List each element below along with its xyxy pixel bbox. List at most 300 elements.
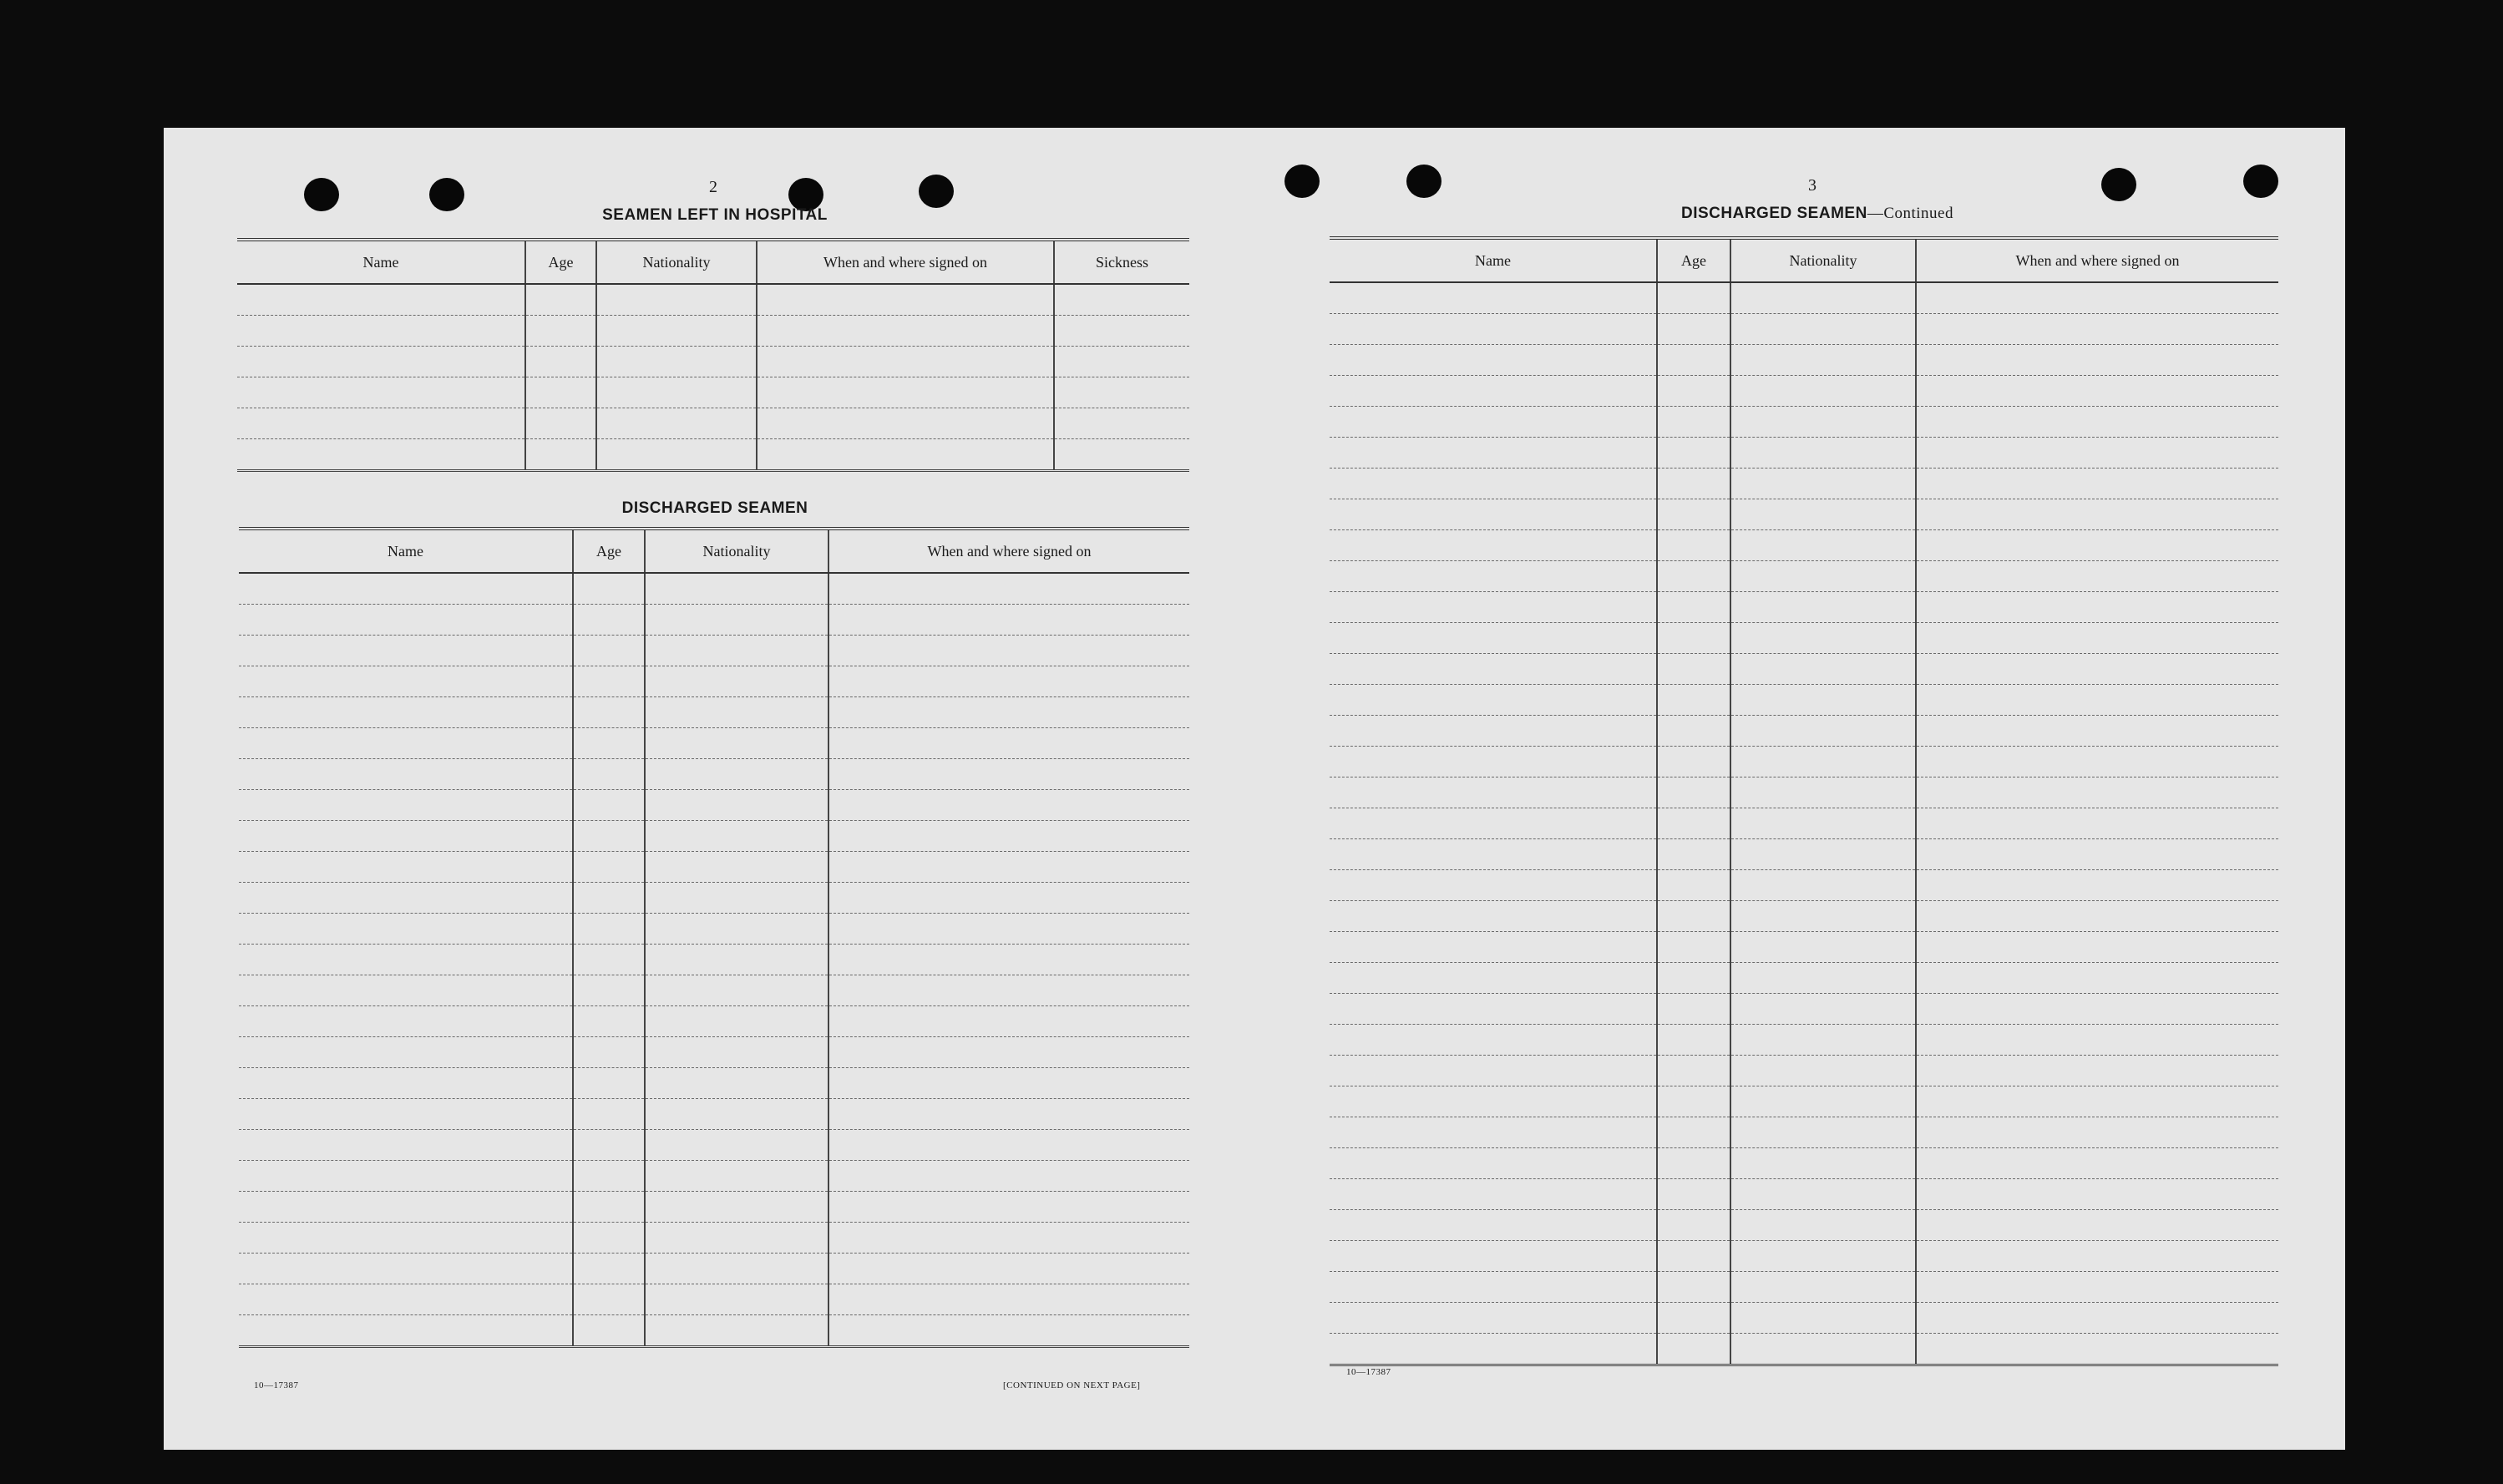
table-cell	[1916, 468, 2278, 499]
table-cell	[573, 728, 645, 759]
table-cell	[1730, 499, 1916, 530]
table-cell	[239, 852, 573, 883]
table-cell	[1730, 407, 1916, 438]
table-cell	[1657, 345, 1730, 376]
table-cell	[573, 1284, 645, 1315]
table-cell	[573, 666, 645, 697]
table-row	[1330, 376, 2278, 407]
table-row	[1330, 499, 2278, 530]
table-row	[1330, 1148, 2278, 1179]
table-cell	[757, 408, 1054, 439]
table-cell	[239, 1161, 573, 1192]
table-cell	[1730, 1303, 1916, 1334]
discharged-section-title: DISCHARGED SEAMEN	[621, 499, 808, 517]
column-header-name: Name	[1330, 238, 1657, 282]
table-cell	[645, 883, 828, 914]
table-cell	[1330, 561, 1657, 592]
table-cell	[596, 377, 757, 408]
table-cell	[828, 666, 1189, 697]
table-cell	[1916, 282, 2278, 314]
continued-suffix: —Continued	[1867, 205, 1953, 222]
table-row	[237, 347, 1189, 377]
column-header-sickness: Sickness	[1054, 240, 1189, 284]
table-cell	[1730, 777, 1916, 808]
table-cell	[1730, 314, 1916, 345]
table-cell	[1916, 716, 2278, 747]
table-cell	[1330, 376, 1657, 407]
table-row	[237, 439, 1189, 471]
table-cell	[573, 883, 645, 914]
table-row	[239, 1006, 1189, 1037]
table-cell	[1916, 438, 2278, 468]
table-row	[237, 316, 1189, 347]
table-row	[1330, 716, 2278, 747]
table-cell	[1054, 377, 1189, 408]
table-cell	[239, 636, 573, 666]
table-cell	[645, 697, 828, 728]
table-row	[1330, 1179, 2278, 1210]
table-cell	[239, 1223, 573, 1254]
punch-hole	[429, 178, 464, 211]
table-row	[239, 1161, 1189, 1192]
table-cell	[828, 1254, 1189, 1284]
table-cell	[828, 1068, 1189, 1099]
table-cell	[828, 1192, 1189, 1223]
table-cell	[1330, 438, 1657, 468]
hospital-section-title: SEAMEN LEFT IN HOSPITAL	[602, 206, 828, 224]
table-row	[1330, 282, 2278, 314]
table-cell	[828, 1006, 1189, 1037]
table-cell	[1730, 345, 1916, 376]
table-cell	[239, 1254, 573, 1284]
table-row	[1330, 1117, 2278, 1148]
punch-hole	[2101, 168, 2136, 201]
table-cell	[1730, 654, 1916, 685]
table-cell	[1916, 1025, 2278, 1056]
table-row	[1330, 1025, 2278, 1056]
table-cell	[1730, 468, 1916, 499]
table-cell	[1730, 747, 1916, 777]
table-cell	[1657, 1272, 1730, 1303]
table-cell	[525, 284, 596, 316]
table-cell	[596, 284, 757, 316]
table-cell	[1657, 654, 1730, 685]
table-cell	[757, 439, 1054, 471]
table-row	[1330, 901, 2278, 932]
table-cell	[1054, 284, 1189, 316]
table-cell	[1730, 870, 1916, 901]
table-cell	[1330, 1056, 1657, 1086]
table-row	[239, 636, 1189, 666]
table-row	[1330, 808, 2278, 839]
discharged-continued-table	[1330, 236, 2278, 1366]
table-cell	[1730, 438, 1916, 468]
table-cell	[1916, 1148, 2278, 1179]
table-cell	[645, 605, 828, 636]
table-cell	[573, 1037, 645, 1068]
table-cell	[1916, 1303, 2278, 1334]
table-cell	[1916, 1086, 2278, 1117]
table-cell	[1330, 808, 1657, 839]
table-cell	[237, 408, 525, 439]
table-cell	[828, 1161, 1189, 1192]
table-cell	[237, 377, 525, 408]
form-number: 10—17387	[1346, 1367, 1391, 1377]
discharged-title-text: DISCHARGED SEAMEN	[1681, 205, 1867, 222]
table-cell	[645, 821, 828, 852]
table-cell	[1330, 901, 1657, 932]
discharged-continued-table-header	[1330, 238, 2278, 282]
table-cell	[1657, 685, 1730, 716]
table-cell	[645, 1192, 828, 1223]
table-cell	[1657, 747, 1730, 777]
table-cell	[1657, 901, 1730, 932]
table-cell	[1330, 654, 1657, 685]
table-cell	[1730, 994, 1916, 1025]
discharged-table-header	[239, 529, 1189, 573]
table-cell	[1657, 407, 1730, 438]
table-cell	[239, 1068, 573, 1099]
table-cell	[1730, 1086, 1916, 1117]
table-row	[239, 1223, 1189, 1254]
table-cell	[645, 945, 828, 975]
hospital-table	[237, 238, 1189, 472]
table-row	[239, 821, 1189, 852]
table-cell	[573, 1161, 645, 1192]
table-cell	[1730, 808, 1916, 839]
table-cell	[573, 1099, 645, 1130]
table-cell	[596, 408, 757, 439]
hospital-table-header	[237, 240, 1189, 284]
table-cell	[1916, 932, 2278, 963]
table-row	[239, 945, 1189, 975]
table-cell	[239, 914, 573, 945]
table-cell	[1916, 963, 2278, 994]
column-header-nationality: Nationality	[1730, 238, 1916, 282]
table-row	[1330, 994, 2278, 1025]
table-row	[1330, 1056, 2278, 1086]
punch-hole	[1284, 165, 1320, 198]
table-cell	[525, 439, 596, 471]
table-row	[239, 883, 1189, 914]
table-cell	[525, 316, 596, 347]
table-cell	[1657, 777, 1730, 808]
table-cell	[828, 605, 1189, 636]
table-cell	[645, 790, 828, 821]
table-cell	[1916, 1210, 2278, 1241]
table-row	[1330, 1303, 2278, 1334]
table-cell	[1330, 1148, 1657, 1179]
table-cell	[1657, 438, 1730, 468]
table-cell	[1916, 1179, 2278, 1210]
right-page	[1249, 128, 2345, 1450]
table-cell	[645, 636, 828, 666]
table-cell	[1657, 1117, 1730, 1148]
table-cell	[1916, 314, 2278, 345]
table-cell	[1330, 870, 1657, 901]
table-cell	[828, 1130, 1189, 1161]
table-cell	[1330, 1086, 1657, 1117]
table-cell	[1916, 499, 2278, 530]
table-row	[1330, 407, 2278, 438]
table-cell	[239, 605, 573, 636]
table-cell	[828, 790, 1189, 821]
table-cell	[1330, 1303, 1657, 1334]
table-row	[239, 1284, 1189, 1315]
table-cell	[828, 1099, 1189, 1130]
column-header-age: Age	[1657, 238, 1730, 282]
table-cell	[239, 728, 573, 759]
table-cell	[237, 439, 525, 471]
table-cell	[1657, 839, 1730, 870]
table-row	[239, 790, 1189, 821]
table-cell	[1657, 592, 1730, 623]
punch-hole	[1406, 165, 1442, 198]
table-cell	[1330, 1241, 1657, 1272]
table-row	[1330, 870, 2278, 901]
table-row	[1330, 1241, 2278, 1272]
table-cell	[573, 697, 645, 728]
discharged-table	[239, 527, 1189, 1348]
table-cell	[1916, 345, 2278, 376]
table-cell	[1916, 1117, 2278, 1148]
table-cell	[1916, 901, 2278, 932]
table-cell	[1330, 1025, 1657, 1056]
table-cell	[1054, 408, 1189, 439]
table-row	[1330, 685, 2278, 716]
column-header-age: Age	[573, 529, 645, 573]
table-cell	[573, 975, 645, 1006]
table-cell	[1657, 1179, 1730, 1210]
table-cell	[525, 347, 596, 377]
discharged-continued-table-body	[1330, 282, 2278, 1365]
table-cell	[1916, 1334, 2278, 1365]
column-header-nationality: Nationality	[645, 529, 828, 573]
table-cell	[645, 1315, 828, 1347]
table-row	[239, 1068, 1189, 1099]
table-row	[239, 1130, 1189, 1161]
table-cell	[1916, 592, 2278, 623]
table-cell	[239, 883, 573, 914]
column-header-name: Name	[239, 529, 573, 573]
column-header-signed-on: When and where signed on	[828, 529, 1189, 573]
table-cell	[573, 1315, 645, 1347]
page-number: 3	[1808, 176, 1816, 195]
table-cell	[573, 945, 645, 975]
table-cell	[525, 408, 596, 439]
table-cell	[645, 573, 828, 605]
table-cell	[239, 975, 573, 1006]
table-cell	[1916, 376, 2278, 407]
table-cell	[1730, 530, 1916, 561]
table-cell	[1657, 1334, 1730, 1365]
hospital-table-body	[237, 284, 1189, 471]
table-cell	[1916, 839, 2278, 870]
table-cell	[596, 316, 757, 347]
table-cell	[1330, 685, 1657, 716]
table-cell	[1657, 282, 1730, 314]
table-cell	[237, 284, 525, 316]
table-cell	[573, 1192, 645, 1223]
table-cell	[1657, 1086, 1730, 1117]
table-cell	[239, 1284, 573, 1315]
table-cell	[573, 605, 645, 636]
table-cell	[1330, 314, 1657, 345]
table-cell	[1054, 347, 1189, 377]
table-cell	[828, 573, 1189, 605]
table-cell	[1330, 932, 1657, 963]
form-number: 10—17387	[254, 1380, 299, 1390]
table-cell	[239, 1006, 573, 1037]
table-cell	[239, 1037, 573, 1068]
table-row	[1330, 1272, 2278, 1303]
continued-note: [CONTINUED ON NEXT PAGE]	[1003, 1380, 1141, 1390]
table-cell	[757, 316, 1054, 347]
table-cell	[1330, 407, 1657, 438]
table-cell	[1330, 839, 1657, 870]
table-cell	[828, 636, 1189, 666]
table-cell	[1330, 468, 1657, 499]
table-cell	[645, 1284, 828, 1315]
table-cell	[1916, 777, 2278, 808]
table-row	[237, 377, 1189, 408]
table-row	[1330, 1210, 2278, 1241]
table-cell	[645, 1037, 828, 1068]
table-cell	[1657, 808, 1730, 839]
table-cell	[1916, 808, 2278, 839]
discharged-table-body	[239, 573, 1189, 1347]
table-cell	[1330, 994, 1657, 1025]
table-cell	[1916, 407, 2278, 438]
table-cell	[645, 1099, 828, 1130]
column-header-age: Age	[525, 240, 596, 284]
table-cell	[1657, 1148, 1730, 1179]
table-cell	[1916, 994, 2278, 1025]
table-cell	[1330, 499, 1657, 530]
table-cell	[1916, 561, 2278, 592]
table-cell	[828, 945, 1189, 975]
table-cell	[1730, 685, 1916, 716]
table-cell	[239, 666, 573, 697]
table-row	[1330, 932, 2278, 963]
table-cell	[573, 790, 645, 821]
table-cell	[1730, 1056, 1916, 1086]
table-row	[239, 852, 1189, 883]
table-cell	[573, 1223, 645, 1254]
table-cell	[573, 636, 645, 666]
table-cell	[1330, 1179, 1657, 1210]
table-cell	[1730, 839, 1916, 870]
table-cell	[1730, 623, 1916, 654]
table-cell	[1730, 1241, 1916, 1272]
column-header-signed-on: When and where signed on	[1916, 238, 2278, 282]
table-cell	[828, 821, 1189, 852]
table-cell	[1916, 654, 2278, 685]
table-cell	[645, 1161, 828, 1192]
table-cell	[1330, 1210, 1657, 1241]
column-header-name: Name	[237, 240, 525, 284]
table-row	[239, 573, 1189, 605]
table-cell	[1054, 316, 1189, 347]
table-cell	[1657, 1056, 1730, 1086]
table-cell	[1657, 1210, 1730, 1241]
table-row	[1330, 530, 2278, 561]
table-cell	[828, 852, 1189, 883]
table-cell	[239, 945, 573, 975]
table-cell	[1657, 561, 1730, 592]
table-cell	[828, 914, 1189, 945]
table-cell	[573, 573, 645, 605]
table-cell	[757, 377, 1054, 408]
table-cell	[645, 852, 828, 883]
table-cell	[1657, 963, 1730, 994]
table-row	[239, 1254, 1189, 1284]
table-cell	[1330, 777, 1657, 808]
table-cell	[1730, 932, 1916, 963]
column-header-signed-on: When and where signed on	[757, 240, 1054, 284]
table-cell	[1916, 870, 2278, 901]
table-cell	[1730, 561, 1916, 592]
table-cell	[645, 1006, 828, 1037]
table-cell	[1730, 1272, 1916, 1303]
table-cell	[1657, 932, 1730, 963]
table-row	[239, 759, 1189, 790]
table-cell	[1054, 439, 1189, 471]
table-cell	[237, 347, 525, 377]
page-number: 2	[709, 178, 717, 196]
table-cell	[1916, 685, 2278, 716]
table-row	[1330, 623, 2278, 654]
table-cell	[1916, 530, 2278, 561]
table-cell	[828, 975, 1189, 1006]
punch-hole	[2243, 165, 2278, 198]
table-cell	[1657, 1025, 1730, 1056]
table-row	[1330, 777, 2278, 808]
table-cell	[1657, 994, 1730, 1025]
table-cell	[1730, 901, 1916, 932]
table-cell	[1657, 468, 1730, 499]
table-cell	[828, 759, 1189, 790]
table-cell	[828, 728, 1189, 759]
table-cell	[1730, 1117, 1916, 1148]
table-cell	[1730, 1334, 1916, 1365]
table-cell	[828, 1284, 1189, 1315]
table-row	[239, 666, 1189, 697]
table-row	[239, 1099, 1189, 1130]
table-cell	[1730, 592, 1916, 623]
table-row	[239, 975, 1189, 1006]
table-cell	[1916, 1272, 2278, 1303]
table-cell	[1330, 963, 1657, 994]
table-row	[1330, 314, 2278, 345]
table-row	[239, 605, 1189, 636]
table-cell	[828, 697, 1189, 728]
table-cell	[1730, 716, 1916, 747]
table-cell	[757, 284, 1054, 316]
table-cell	[1657, 1303, 1730, 1334]
table-cell	[1330, 1334, 1657, 1365]
table-cell	[239, 697, 573, 728]
table-row	[239, 1192, 1189, 1223]
table-cell	[1730, 1148, 1916, 1179]
table-cell	[828, 1223, 1189, 1254]
table-cell	[573, 1130, 645, 1161]
table-row	[1330, 1334, 2278, 1365]
table-cell	[1916, 1241, 2278, 1272]
table-cell	[1330, 716, 1657, 747]
table-cell	[645, 914, 828, 945]
table-row	[239, 728, 1189, 759]
